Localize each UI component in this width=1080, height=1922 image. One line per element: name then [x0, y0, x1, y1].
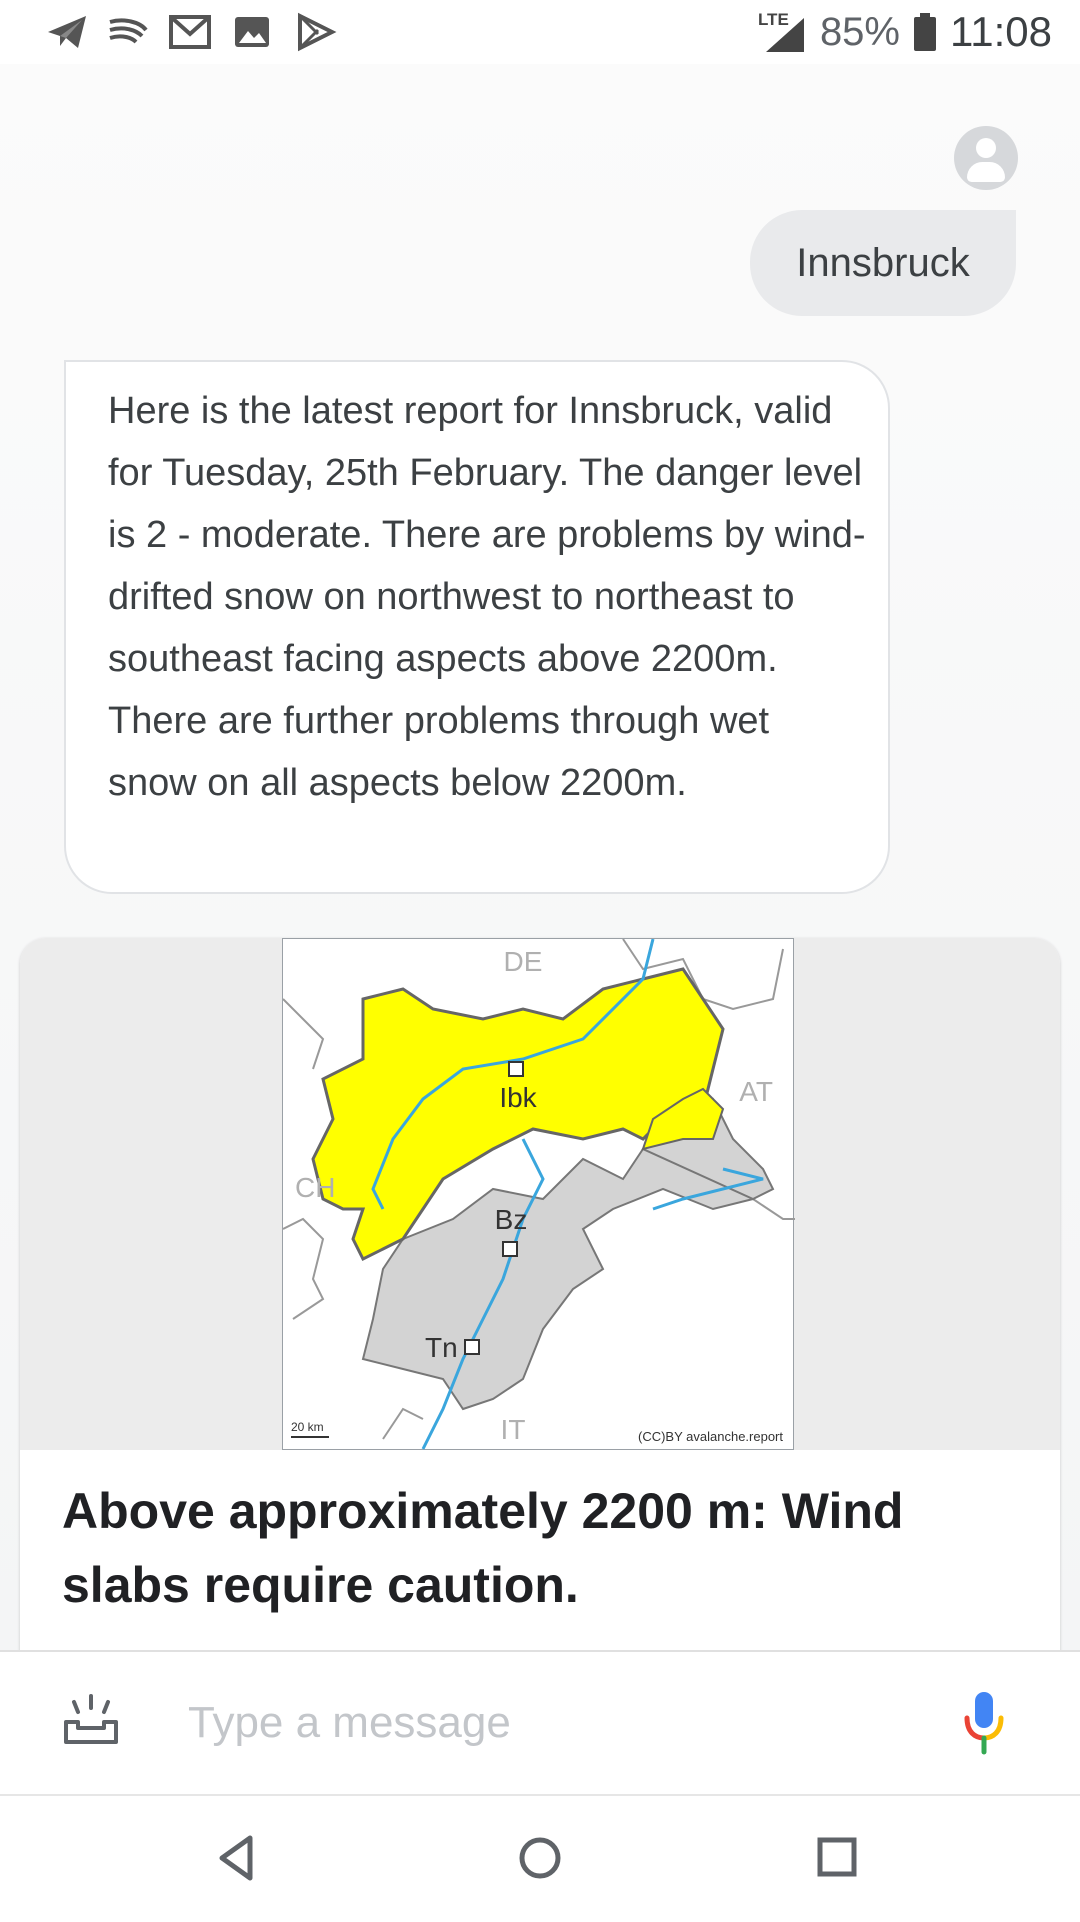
map-label-ch: CH	[295, 1172, 336, 1203]
map-label-bz: Bz	[494, 1204, 528, 1235]
user-message-bubble[interactable]: Innsbruck	[750, 210, 1016, 316]
card-media	[20, 938, 1060, 1450]
status-right	[758, 6, 1052, 58]
home-icon[interactable]	[508, 1826, 572, 1890]
user-avatar	[954, 126, 1018, 190]
signal-icon	[758, 12, 806, 52]
network-type: LTE	[757, 10, 789, 29]
battery-percent: 85%	[819, 9, 900, 54]
system-navigation-bar	[0, 1794, 1080, 1922]
clock: 11:08	[950, 8, 1052, 55]
conversation[interactable]	[0, 64, 1080, 1650]
play-store-icon	[294, 12, 338, 52]
map-label-de: DE	[503, 946, 543, 977]
map-label-tn: Tn	[425, 1332, 458, 1363]
telegram-icon	[46, 12, 90, 52]
map-label-it: IT	[500, 1414, 526, 1445]
recents-icon[interactable]	[806, 1826, 870, 1890]
avalanche-danger-map[interactable]	[282, 938, 794, 1450]
avalanche-report-card[interactable]	[20, 938, 1060, 1650]
card-title: Above approximately 2200 m: Wind slabs require caution.	[62, 1483, 904, 1613]
assistant-message-bubble[interactable]	[64, 360, 890, 894]
message-composer	[0, 1650, 1080, 1794]
map-label-ibk: Ibk	[499, 1082, 537, 1113]
gmail-icon	[168, 12, 212, 52]
gallery-icon	[230, 12, 274, 52]
message-input[interactable]	[186, 1686, 910, 1760]
map-label-at: AT	[739, 1076, 773, 1107]
suggestions-icon[interactable]	[62, 1692, 120, 1748]
swiftkey-icon	[106, 12, 150, 52]
map-scale-label: 20 km	[291, 1420, 324, 1434]
assistant-message-text: Here is the latest report for Innsbruck, valid for Tuesday, 25th February. The danger level is 2 - moderate. There are problems by wind-drifted snow on northwest to northeast to southeast facing aspects above 2200m. There are further problems through wet snow on all aspects below 2200m.	[108, 390, 866, 804]
back-icon[interactable]	[206, 1826, 270, 1890]
microphone-icon[interactable]	[964, 1690, 1004, 1756]
battery-icon	[914, 13, 936, 51]
map-credit: (CC)BY avalanche.report	[638, 1429, 783, 1444]
status-bar	[0, 0, 1080, 64]
